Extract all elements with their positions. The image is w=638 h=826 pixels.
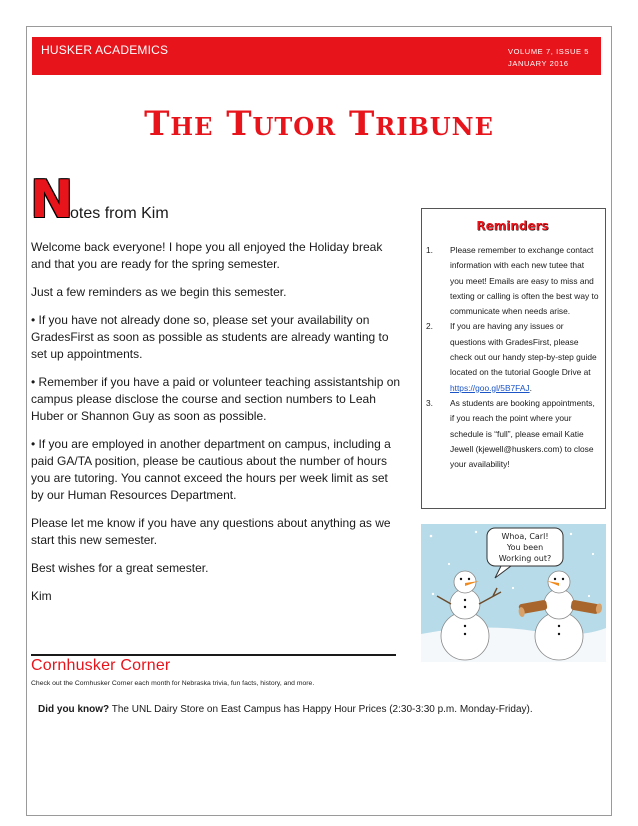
reminder-text: If you are having any issues or questions with GradesFirst, please check out our handy step-by-step guide located on the tutorial Google Drive at [450, 321, 597, 378]
did-you-know-text: The UNL Dairy Store on East Campus has Happy Hour Prices (2:30-3:30 p.m. Monday-Friday). [109, 704, 533, 715]
signature: Kim [31, 589, 52, 603]
reminder-number: 3. [426, 397, 433, 408]
did-you-know [38, 704, 533, 715]
reminder-text: Please remember to exchange contact information with each new tutee that you meet! Emails are easy to miss and texting or calling is often the best way to communicate when needs arise. [450, 245, 599, 317]
google-drive-link[interactable]: https://goo.gl/5B7FAJ [450, 382, 530, 393]
banner-section-label: HUSKER ACADEMICS [41, 43, 169, 57]
drop-cap: N [30, 170, 74, 230]
reminders-list [426, 243, 599, 472]
paragraph: Please let me know if you have any questions about anything as we start this new semester. [31, 516, 391, 547]
bubble-line-2: You been [506, 543, 544, 552]
section-divider [31, 654, 396, 656]
paragraph: • If you are employed in another department on campus, including a paid GA/TA position, please be cautious about the number of hours you are tutoring. You cannot exceed the hours per week limit as set by our Human Resources Department. [31, 437, 391, 502]
banner-date: JANUARY 2016 [508, 59, 569, 68]
snowman-cartoon [421, 524, 606, 662]
paragraph: Welcome back everyone! I hope you all enjoyed the Holiday break and that you are ready for the spring semester. [31, 240, 383, 271]
notes-body [31, 239, 403, 616]
bubble-line-1: Whoa, Carl! [501, 532, 549, 541]
reminder-item [426, 319, 599, 395]
reminders-title: Reminders [476, 219, 549, 233]
reminder-item [426, 396, 599, 472]
reminder-item [426, 243, 599, 319]
reminder-text-end: . [529, 382, 532, 393]
notes-heading-text: otes from Kim [70, 205, 169, 222]
bubble-line-3: Working out? [498, 554, 552, 563]
reminder-number: 1. [426, 245, 433, 255]
paragraph: • If you have not already done so, please set your availability on GradesFirst as soon as possible as students are already wanting to set up appointments. [31, 313, 389, 361]
reminder-text: As students are booking appointments, if you reach the point where your schedule is “full”, please email Katie Jewell (kjewell@huskers.com) to close your availability! [450, 397, 595, 470]
header-banner [32, 37, 601, 75]
newsletter-title: The Tutor Tribune [144, 104, 494, 144]
banner-volume: VOLUME 7, ISSUE 5 [508, 47, 590, 56]
cornhusker-corner-subtitle: Check out the Cornhusker Corner each month for Nebraska trivia, fun facts, history, and more. [31, 680, 315, 687]
reminder-number: 2. [426, 321, 433, 332]
banner-issue-info [508, 46, 589, 70]
paragraph: Best wishes for a great semester. [31, 561, 209, 575]
did-you-know-label: Did you know? [38, 704, 110, 715]
reminders-box [421, 208, 606, 509]
cornhusker-corner-heading: Cornhusker Corner [31, 657, 171, 674]
paragraph: • Remember if you have a paid or volunteer teaching assistantship on campus please disclose the course and section numbers to Leah Huber or Shannon Guy as soon as possible. [31, 375, 401, 423]
paragraph: Just a few reminders as we begin this semester. [31, 285, 287, 299]
